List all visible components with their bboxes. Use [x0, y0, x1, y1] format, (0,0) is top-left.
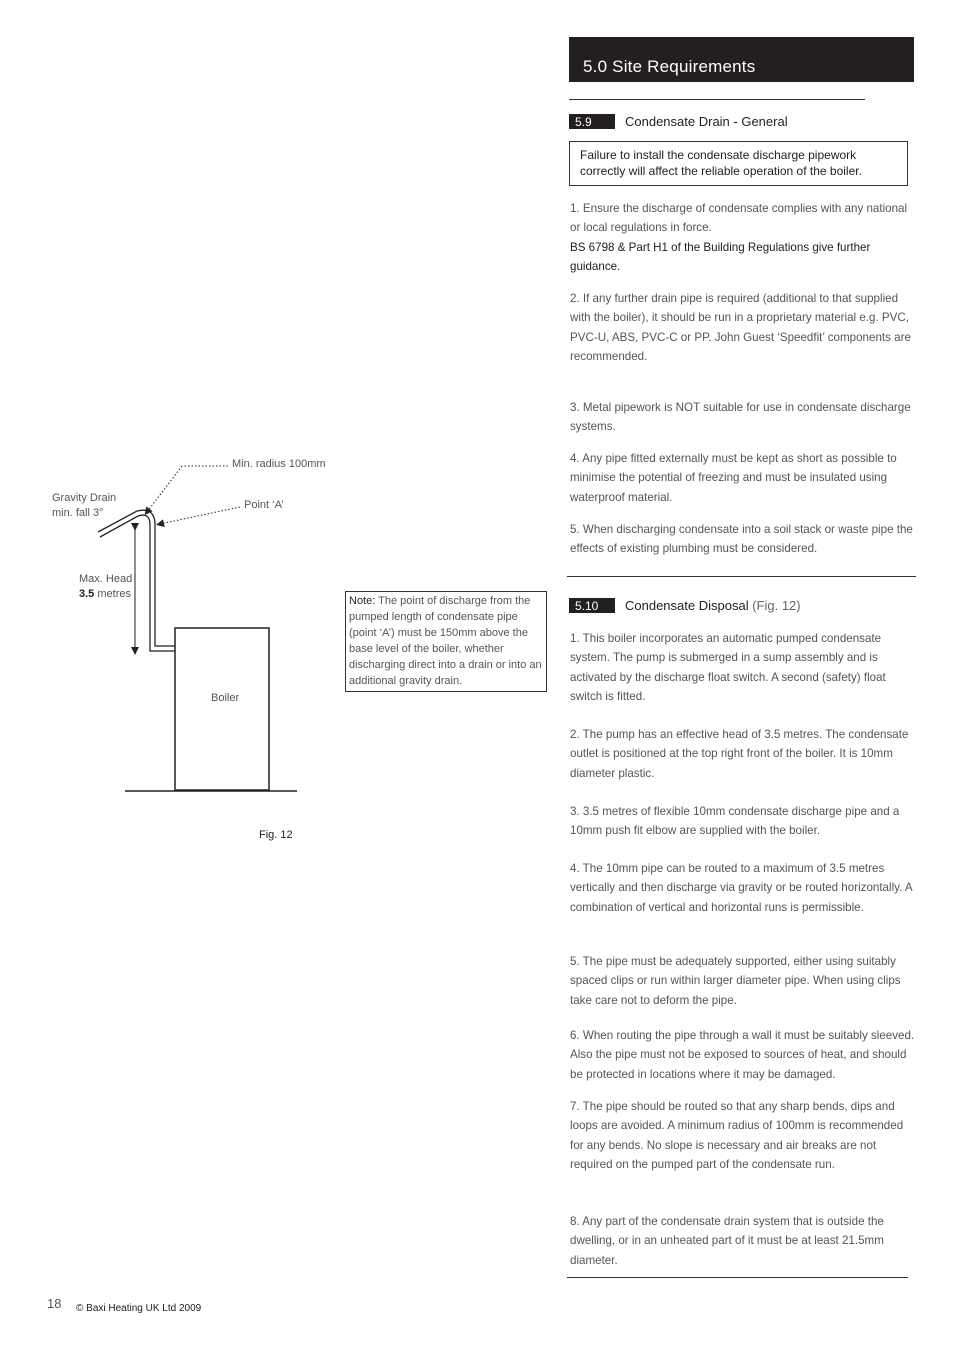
point-a-label: Point ‘A’ [244, 499, 284, 511]
section-number: 5.10 [569, 598, 615, 613]
paragraph: 8. Any part of the condensate drain system that is outside the dwelling, or in an unheated part of it must be at least 21.5mm diameter. [570, 1215, 884, 1267]
max-head-label [79, 572, 132, 602]
boiler-outline [175, 628, 269, 790]
paragraph: 4. Any pipe fitted externally must be kept as short as possible to minimise the potential of freezing and must be insulated using waterproof material. [570, 452, 897, 504]
divider [569, 99, 865, 100]
section-title-text: Condensate Disposal [625, 598, 749, 613]
leader-line [147, 466, 182, 512]
note-text: The point of discharge from the pumped length of condensate pipe (point ‘A’) must be 150mm above the base level of the boiler, whether discharging direct into a drain or into an additional gravity drain. [349, 595, 542, 687]
gravity-drain-line1: Gravity Drain [52, 492, 117, 504]
max-head-line1: Max. Head [79, 573, 133, 585]
gravity-drain-line2: min. fall 3° [52, 507, 104, 519]
page-title: 5.0 Site Requirements [583, 57, 756, 76]
section-title [625, 598, 801, 613]
leader-line [160, 507, 240, 524]
page-number: 18 [47, 1296, 62, 1311]
paragraph: 1. This boiler incorporates an automatic pumped condensate system. The pump is submerged in a sump assembly and is activated by the discharge float switch. A second (safety) float switch is fitted. [570, 632, 886, 703]
paragraph: 7. The pipe should be routed so that any sharp bends, dips and loops are avoided. A minimum radius of 100mm is recommended for any bends. No slope is necessary and air breaks are not required on the pumped part of the condensate run. [570, 1100, 904, 1171]
note-label: Note: [349, 595, 376, 607]
paragraph: 3. Metal pipework is NOT suitable for use in condensate discharge systems. [570, 401, 911, 434]
section-number: 5.9 [569, 114, 615, 129]
paragraph: 2. If any further drain pipe is required (additional to that supplied with the boiler), it should be run in a proprietary material e.g. PVC, PVC-U, ABS, PVC-C or PP. John Guest ‘Speedfit’ components are recommended. [570, 292, 911, 363]
condensate-diagram [0, 0, 560, 850]
divider [567, 576, 916, 577]
min-radius-label: Min. radius 100mm [232, 458, 326, 470]
paragraph: 5. The pipe must be adequately supported, either using suitably spaced clips or run within larger diameter pipe. When using clips take care not to deform the pipe. [570, 955, 901, 1007]
divider [567, 1277, 908, 1278]
paragraph: 6. When routing the pipe through a wall it must be suitably sleeved. Also the pipe must not be exposed to sources of heat, and should be protected in locations where it may be damaged. [570, 1029, 915, 1081]
max-head-unit: metres [97, 588, 131, 600]
gravity-drain-label [52, 491, 116, 521]
paragraph: 3. 3.5 metres of flexible 10mm condensate discharge pipe and a 10mm push fit elbow are supplied with the boiler. [570, 805, 900, 838]
warning-text: Failure to install the condensate discharge pipework correctly will affect the reliable operation of the boiler. [580, 148, 862, 178]
warning-box [569, 141, 908, 186]
max-head-line2 [79, 587, 132, 602]
section-header [569, 37, 914, 82]
paragraph: 5. When discharging condensate into a soil stack or waste pipe the effects of existing plumbing must be considered. [570, 523, 913, 556]
paragraph-bold-text: BS 6798 & Part H1 of the Building Regulations give further guidance. [570, 240, 871, 273]
paragraph: 4. The 10mm pipe can be routed to a maximum of 3.5 metres vertically and then discharge via gravity or be routed horizontally. A combination of vertical and horizontal runs is permissible. [570, 862, 912, 914]
copyright: © Baxi Heating UK Ltd 2009 [76, 1303, 202, 1314]
figure-reference: (Fig. 12) [752, 598, 801, 613]
figure-caption: Fig. 12 [259, 829, 293, 841]
note-box [345, 591, 547, 692]
paragraph-text: 1. Ensure the discharge of condensate complies with any national or local regulations in force. [570, 202, 908, 235]
paragraph: 2. The pump has an effective head of 3.5 metres. The condensate outlet is positioned at the top right front of the boiler. It is 10mm diameter plastic. [570, 728, 909, 780]
max-head-value: 3.5 [79, 588, 95, 600]
section-title: Condensate Drain - General [625, 114, 788, 129]
boiler-label: Boiler [211, 692, 240, 704]
paragraph [570, 199, 918, 276]
